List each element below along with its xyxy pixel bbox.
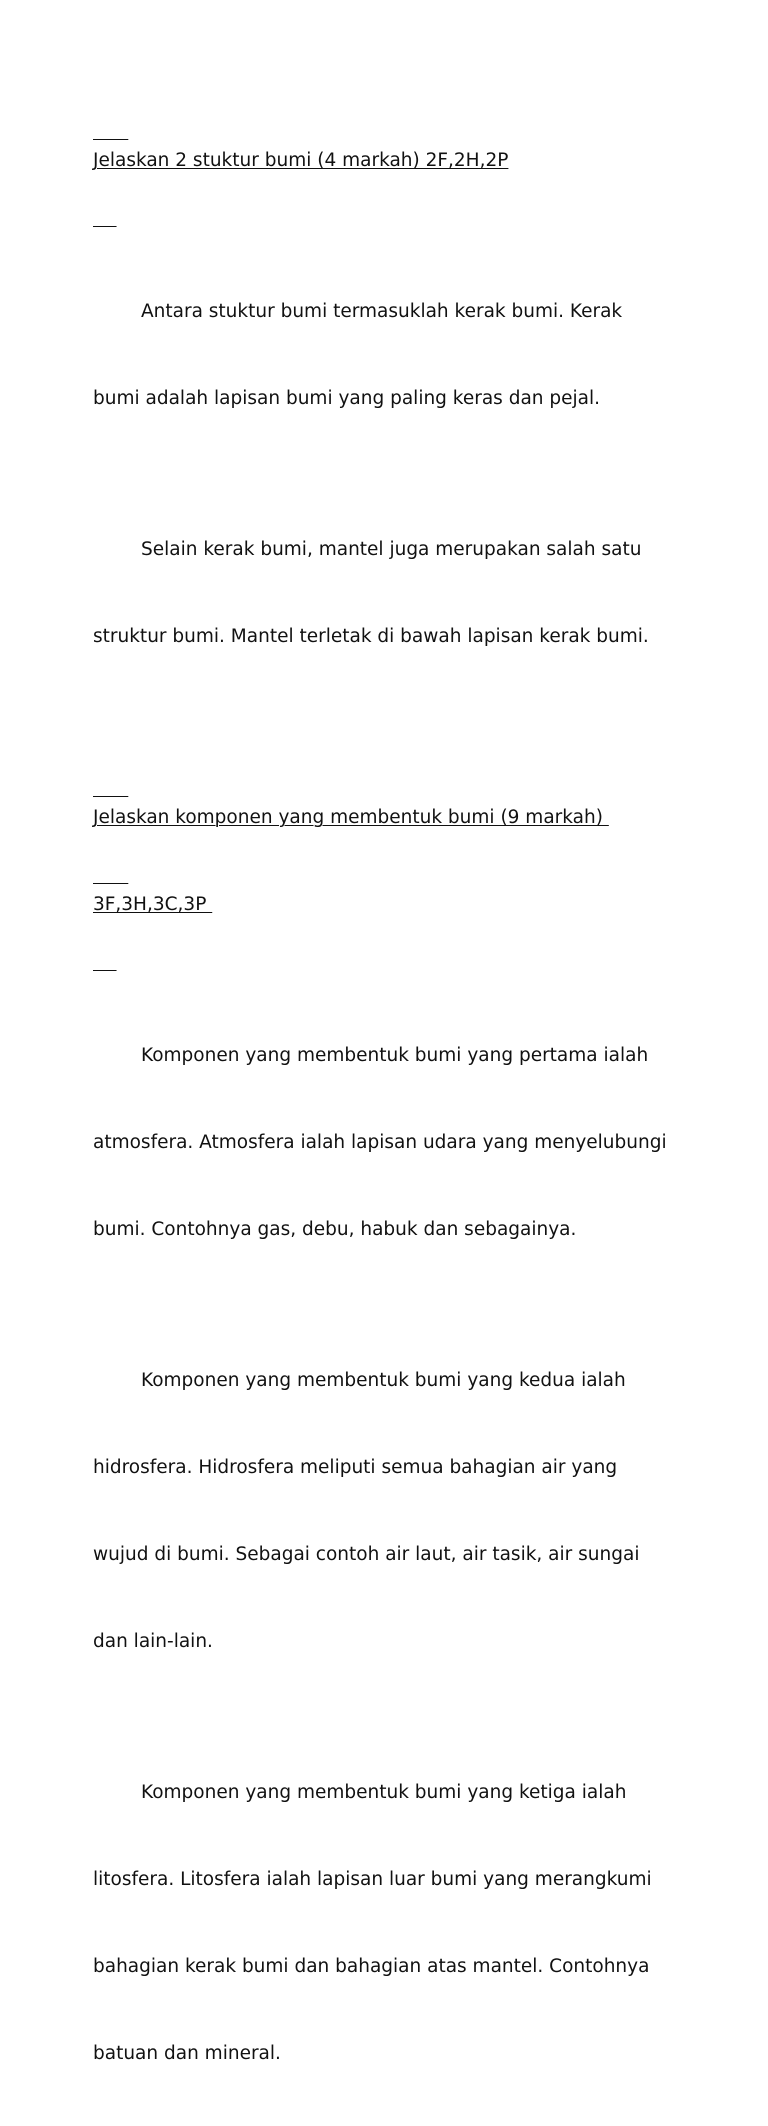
paragraph	[93, 983, 683, 1302]
section-heading	[93, 88, 683, 233]
section-komponen-bumi	[93, 745, 683, 2126]
paragraph-line: bumi adalah lapisan bumi yang paling keras dan pejal.	[93, 388, 601, 409]
paragraph-line: Selain kerak bumi, mantel juga merupakan salah satu	[141, 539, 642, 560]
heading-line: Jelaskan komponen yang membentuk bumi (9 markah)	[93, 807, 609, 828]
document-page	[93, 88, 683, 2126]
paragraph-line: Komponen yang membentuk bumi yang pertama ialah	[141, 1045, 649, 1066]
paragraph-line: bumi. Contohnya gas, debu, habuk dan sebagainya.	[93, 1219, 577, 1240]
paragraph	[93, 477, 683, 709]
paragraph-line: wujud di bumi. Sebagai contoh air laut, air tasik, air sungai	[93, 1544, 640, 1565]
paragraph-line: Komponen yang membentuk bumi yang kedua ialah	[141, 1370, 626, 1391]
paragraph-line: litosfera. Litosfera ialah lapisan luar bumi yang merangkumi	[93, 1869, 652, 1890]
paragraph-line: Antara stuktur bumi termasuklah kerak bumi. Kerak	[141, 301, 623, 322]
section-heading	[93, 745, 683, 977]
paragraph-line: batuan dan mineral.	[93, 2043, 281, 2064]
paragraph-line: dan lain-lain.	[93, 1631, 213, 1652]
paragraph	[93, 1308, 683, 1714]
section-struktur-bumi	[93, 88, 683, 709]
paragraph	[93, 239, 683, 471]
paragraph-line: bahagian kerak bumi dan bahagian atas mantel. Contohnya	[93, 1956, 650, 1977]
paragraph-line: Komponen yang membentuk bumi yang ketiga ialah	[141, 1782, 627, 1803]
paragraph-line: struktur bumi. Mantel terletak di bawah lapisan kerak bumi.	[93, 626, 649, 647]
heading-line: 3F,3H,3C,3P	[93, 894, 213, 915]
paragraph-line: hidrosfera. Hidrosfera meliputi semua bahagian air yang	[93, 1457, 618, 1478]
heading-line: Jelaskan 2 stuktur bumi (4 markah) 2F,2H,2P	[93, 150, 509, 171]
paragraph-line: atmosfera. Atmosfera ialah lapisan udara yang menyelubungi	[93, 1132, 667, 1153]
paragraph	[93, 1720, 683, 2126]
